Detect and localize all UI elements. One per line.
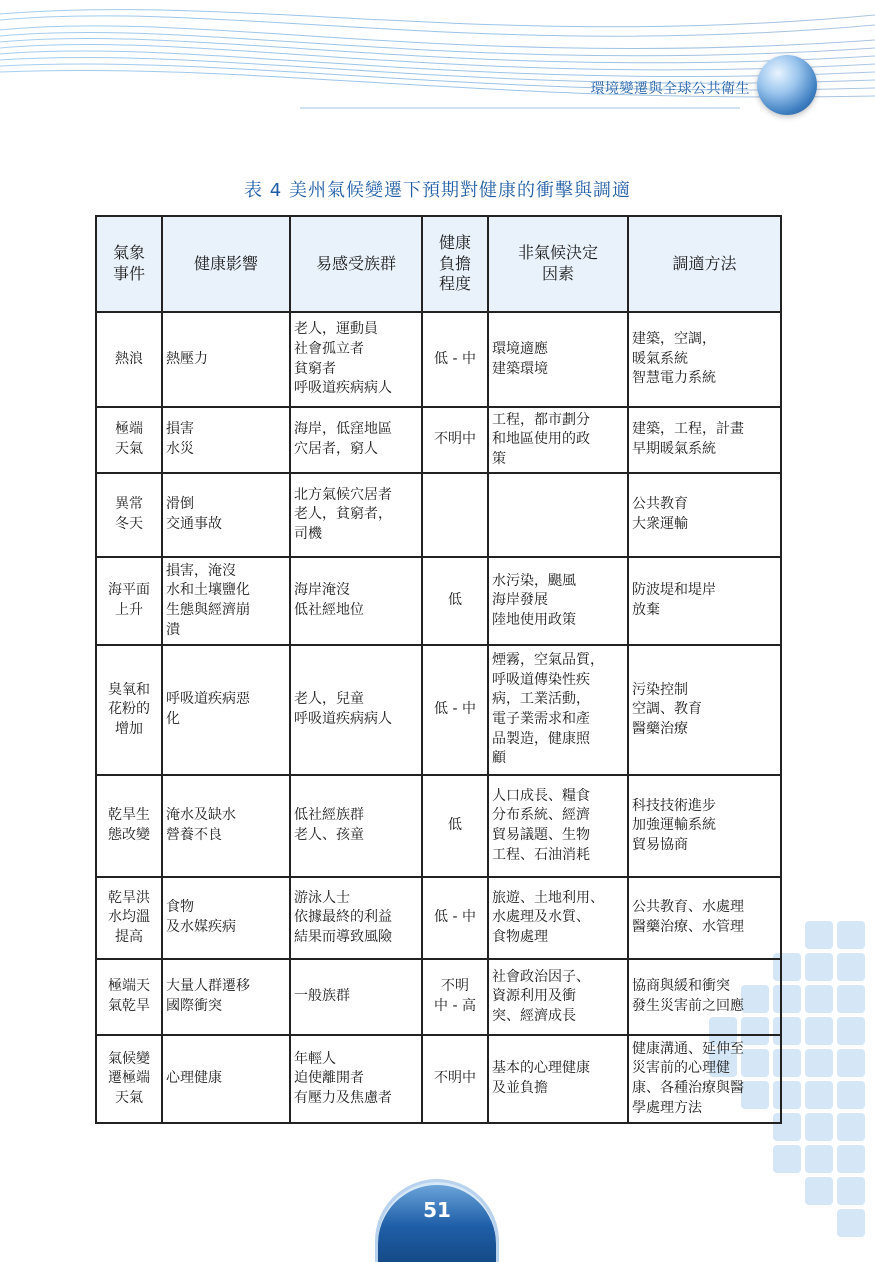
table-row (96, 959, 781, 1035)
cell-groups: 北方氣候穴居者 老人，貧窮者， 司機 (290, 473, 422, 557)
cell-adaptation: 公共教育、水處理 醫藥治療、水管理 (628, 877, 781, 959)
cell-adaptation: 防波堤和堤岸 放棄 (628, 557, 781, 645)
cell-event: 極端 天氣 (96, 407, 162, 473)
cell-event: 熱浪 (96, 312, 162, 407)
cell-factors: 社會政治因子、 資源利用及衝 突、經濟成長 (488, 959, 628, 1035)
table-row (96, 312, 781, 407)
cell-event: 臭氧和 花粉的 增加 (96, 645, 162, 775)
cell-adaptation: 健康溝通、延伸至 災害前的心理健 康、各種治療與醫 學處理方法 (628, 1035, 781, 1123)
cell-factors (488, 473, 628, 557)
cell-burden: 低 (422, 557, 488, 645)
cell-adaptation: 公共教育 大衆運輸 (628, 473, 781, 557)
page-number-tab (378, 1182, 496, 1262)
cell-impact: 呼吸道疾病惡 化 (162, 645, 290, 775)
cell-burden (422, 473, 488, 557)
cell-groups: 海岸，低窪地區 穴居者，窮人 (290, 407, 422, 473)
col-header-factors: 非氣候決定 因素 (488, 216, 628, 312)
col-header-burden: 健康 負擔 程度 (422, 216, 488, 312)
cell-groups: 老人，兒童 呼吸道疾病病人 (290, 645, 422, 775)
cell-impact: 大量人群遷移 國際衝突 (162, 959, 290, 1035)
table-header-row (96, 216, 781, 312)
cell-factors: 工程，都市劃分 和地區使用的政 策 (488, 407, 628, 473)
cell-adaptation: 污染控制 空調、教育 醫藥治療 (628, 645, 781, 775)
cell-groups: 低社經族群 老人、孩童 (290, 775, 422, 877)
cell-adaptation: 建築，工程，計畫 早期暖氣系統 (628, 407, 781, 473)
running-header-title: 環境變遷與全球公共衛生 (590, 81, 750, 97)
cell-factors: 基本的心理健康 及並負擔 (488, 1035, 628, 1123)
cell-burden: 低 (422, 775, 488, 877)
cell-adaptation: 協商與緩和衝突 發生災害前之回應 (628, 959, 781, 1035)
table-row (96, 473, 781, 557)
globe-icon (757, 55, 817, 115)
cell-burden: 低 - 中 (422, 312, 488, 407)
cell-burden: 低 - 中 (422, 645, 488, 775)
col-header-impact: 健康影響 (162, 216, 290, 312)
cell-adaptation: 科技技術進步 加強運輸系統 貿易協商 (628, 775, 781, 877)
cell-event: 極端天 氣乾旱 (96, 959, 162, 1035)
cell-groups: 游泳人士 依據最終的利益 結果而導致風險 (290, 877, 422, 959)
cell-impact: 心理健康 (162, 1035, 290, 1123)
cell-burden: 不明中 (422, 407, 488, 473)
cell-groups: 海岸淹沒 低社經地位 (290, 557, 422, 645)
cell-factors: 環境適應 建築環境 (488, 312, 628, 407)
cell-groups: 一般族群 (290, 959, 422, 1035)
table-caption: 表 4 美州氣候變遷下預期對健康的衝擊與調適 (244, 180, 631, 201)
cell-impact: 熱壓力 (162, 312, 290, 407)
col-header-event: 氣象 事件 (96, 216, 162, 312)
cell-factors: 旅遊、土地利用、 水處理及水質、 食物處理 (488, 877, 628, 959)
table-row (96, 1035, 781, 1123)
table-row (96, 775, 781, 877)
cell-factors: 煙霧，空氣品質， 呼吸道傳染性疾 病，工業活動， 電子業需求和產 品製造，健康照 顧 (488, 645, 628, 775)
cell-event: 乾旱生 態改變 (96, 775, 162, 877)
cell-event: 異常 冬天 (96, 473, 162, 557)
table-row (96, 557, 781, 645)
cell-burden: 不明 中 - 高 (422, 959, 488, 1035)
page-number: 51 (423, 1198, 451, 1222)
cell-adaptation: 建築，空調， 暖氣系統 智慧電力系統 (628, 312, 781, 407)
table-row (96, 645, 781, 775)
cell-impact: 淹水及缺水 營養不良 (162, 775, 290, 877)
cell-groups: 年輕人 迫使離開者 有壓力及焦慮者 (290, 1035, 422, 1123)
cell-groups: 老人，運動員 社會孤立者 貧窮者 呼吸道疾病病人 (290, 312, 422, 407)
cell-burden: 不明中 (422, 1035, 488, 1123)
cell-impact: 損害 水災 (162, 407, 290, 473)
cell-impact: 損害，淹沒 水和土壤鹽化 生態與經濟崩 潰 (162, 557, 290, 645)
cell-burden: 低 - 中 (422, 877, 488, 959)
col-header-groups: 易感受族群 (290, 216, 422, 312)
cell-event: 氣候變 遷極端 天氣 (96, 1035, 162, 1123)
header-wave-decoration (0, 0, 875, 130)
cell-event: 海平面 上升 (96, 557, 162, 645)
health-impact-table (95, 215, 782, 1124)
col-header-adaptation: 調適方法 (628, 216, 781, 312)
cell-impact: 食物 及水媒疾病 (162, 877, 290, 959)
table-row (96, 877, 781, 959)
table-row (96, 407, 781, 473)
cell-factors: 人口成長、糧食 分布系統、經濟 貿易議題、生物 工程、石油消耗 (488, 775, 628, 877)
cell-factors: 水污染，颶風 海岸發展 陸地使用政策 (488, 557, 628, 645)
cell-impact: 滑倒 交通事故 (162, 473, 290, 557)
cell-event: 乾旱洪 水均溫 提高 (96, 877, 162, 959)
